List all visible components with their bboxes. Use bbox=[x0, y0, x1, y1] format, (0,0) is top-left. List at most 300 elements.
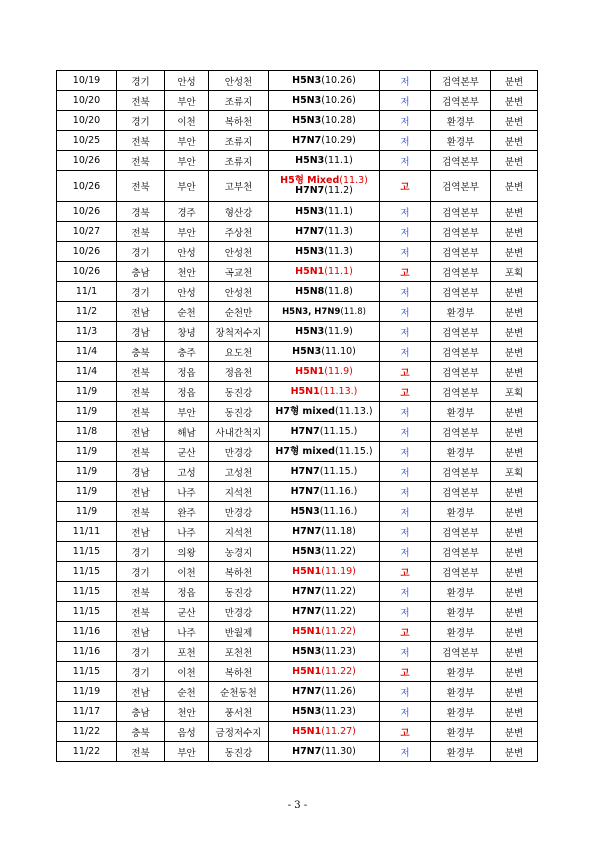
subtype-cell bbox=[269, 602, 380, 622]
subtype-label: H5N3 bbox=[292, 705, 322, 717]
agency-cell: 환경부 bbox=[431, 602, 491, 622]
site-cell: 고성천 bbox=[209, 462, 269, 482]
table-row bbox=[57, 262, 538, 282]
subtype-date: (11.22) bbox=[321, 605, 356, 617]
agency-cell: 검역본부 bbox=[431, 171, 491, 202]
site-cell: 만경강 bbox=[209, 502, 269, 522]
sample-type-cell: 분변 bbox=[491, 742, 538, 762]
province-cell: 전북 bbox=[117, 91, 165, 111]
province-cell: 전북 bbox=[117, 742, 165, 762]
pathogenicity-cell: 저 bbox=[380, 642, 431, 662]
sample-type-cell: 분변 bbox=[491, 542, 538, 562]
city-cell: 창녕 bbox=[165, 322, 209, 342]
table-row bbox=[57, 222, 538, 242]
subtype-label: H5N3 bbox=[295, 245, 325, 257]
province-cell: 전북 bbox=[117, 171, 165, 202]
pathogenicity-cell: 저 bbox=[380, 131, 431, 151]
subtype-line bbox=[269, 727, 379, 737]
table-row bbox=[57, 662, 538, 682]
agency-cell: 검역본부 bbox=[431, 222, 491, 242]
subtype-date: (11.18) bbox=[321, 525, 356, 537]
site-cell: 정읍천 bbox=[209, 362, 269, 382]
table-row bbox=[57, 482, 538, 502]
agency-cell: 환경부 bbox=[431, 302, 491, 322]
table-row bbox=[57, 722, 538, 742]
pathogenicity-cell: 고 bbox=[380, 171, 431, 202]
pathogenicity-cell: 고 bbox=[380, 722, 431, 742]
subtype-date: (10.29) bbox=[321, 134, 356, 146]
city-cell: 부안 bbox=[165, 742, 209, 762]
city-cell: 나주 bbox=[165, 622, 209, 642]
agency-cell: 환경부 bbox=[431, 722, 491, 742]
table-row bbox=[57, 302, 538, 322]
city-cell: 부안 bbox=[165, 222, 209, 242]
subtype-line bbox=[269, 687, 379, 697]
subtype-date: (11.22) bbox=[321, 665, 356, 677]
subtype-line bbox=[269, 267, 379, 277]
subtype-cell bbox=[269, 682, 380, 702]
city-cell: 이천 bbox=[165, 111, 209, 131]
subtype-line bbox=[269, 407, 379, 417]
subtype-line bbox=[269, 527, 379, 537]
province-cell: 충남 bbox=[117, 262, 165, 282]
subtype-date: (11.15.) bbox=[319, 465, 358, 477]
subtype-line bbox=[269, 447, 379, 457]
city-cell: 안성 bbox=[165, 282, 209, 302]
subtype-line bbox=[269, 507, 379, 517]
table-row bbox=[57, 422, 538, 442]
province-cell: 경기 bbox=[117, 71, 165, 91]
subtype-date: (11.30) bbox=[321, 745, 356, 757]
site-cell: 풍서천 bbox=[209, 702, 269, 722]
pathogenicity-cell: 저 bbox=[380, 502, 431, 522]
province-cell: 경남 bbox=[117, 322, 165, 342]
province-cell: 경기 bbox=[117, 642, 165, 662]
subtype-line bbox=[269, 667, 379, 677]
pathogenicity-cell: 저 bbox=[380, 602, 431, 622]
table-row bbox=[57, 382, 538, 402]
date-cell: 11/2 bbox=[57, 302, 117, 322]
subtype-cell bbox=[269, 422, 380, 442]
site-cell: 조류지 bbox=[209, 151, 269, 171]
subtype-cell bbox=[269, 642, 380, 662]
date-cell: 11/15 bbox=[57, 602, 117, 622]
date-cell: 10/20 bbox=[57, 91, 117, 111]
pathogenicity-cell: 저 bbox=[380, 111, 431, 131]
site-cell: 지석천 bbox=[209, 522, 269, 542]
agency-cell: 환경부 bbox=[431, 131, 491, 151]
site-cell: 금정저수지 bbox=[209, 722, 269, 742]
pathogenicity-cell: 저 bbox=[380, 242, 431, 262]
agency-cell: 환경부 bbox=[431, 682, 491, 702]
subtype-line bbox=[269, 116, 379, 126]
subtype-label: H5N3 bbox=[290, 505, 320, 517]
subtype-date: (11.19) bbox=[321, 565, 356, 577]
subtype-label: H7N7 bbox=[292, 585, 322, 597]
agency-cell: 환경부 bbox=[431, 662, 491, 682]
sample-type-cell: 분변 bbox=[491, 662, 538, 682]
city-cell: 정읍 bbox=[165, 582, 209, 602]
sample-type-cell: 분변 bbox=[491, 702, 538, 722]
sample-type-cell: 분변 bbox=[491, 322, 538, 342]
sample-type-cell: 포획 bbox=[491, 382, 538, 402]
subtype-label: H5N3 bbox=[292, 114, 322, 126]
date-cell: 11/9 bbox=[57, 502, 117, 522]
subtype-label: H5N3 bbox=[292, 345, 322, 357]
table-row bbox=[57, 682, 538, 702]
subtype-label: H5N1 bbox=[295, 365, 325, 377]
province-cell: 전북 bbox=[117, 502, 165, 522]
agency-cell: 검역본부 bbox=[431, 562, 491, 582]
subtype-cell bbox=[269, 131, 380, 151]
sample-type-cell: 분변 bbox=[491, 302, 538, 322]
subtype-label: H5N3 bbox=[292, 94, 322, 106]
subtype-label: H7N7 bbox=[295, 225, 325, 237]
agency-cell: 검역본부 bbox=[431, 242, 491, 262]
sample-type-cell: 분변 bbox=[491, 562, 538, 582]
table-row bbox=[57, 582, 538, 602]
pathogenicity-cell: 저 bbox=[380, 402, 431, 422]
subtype-date: (11.3) bbox=[324, 245, 353, 257]
pathogenicity-cell: 고 bbox=[380, 362, 431, 382]
subtype-date: (11.13.) bbox=[334, 405, 373, 417]
sample-type-cell: 분변 bbox=[491, 442, 538, 462]
subtype-label: H5N3 bbox=[295, 154, 325, 166]
subtype-label: H7N7 bbox=[290, 465, 320, 477]
site-cell: 순천만 bbox=[209, 302, 269, 322]
sample-type-cell: 분변 bbox=[491, 171, 538, 202]
province-cell: 전북 bbox=[117, 362, 165, 382]
table-row bbox=[57, 282, 538, 302]
site-cell: 지석천 bbox=[209, 482, 269, 502]
agency-cell: 환경부 bbox=[431, 582, 491, 602]
subtype-date: (11.22) bbox=[321, 585, 356, 597]
province-cell: 전남 bbox=[117, 522, 165, 542]
subtype-date: (10.26) bbox=[321, 94, 356, 106]
province-cell: 전남 bbox=[117, 682, 165, 702]
pathogenicity-cell: 저 bbox=[380, 462, 431, 482]
province-cell: 전북 bbox=[117, 131, 165, 151]
site-cell: 고부천 bbox=[209, 171, 269, 202]
table-row bbox=[57, 111, 538, 131]
date-cell: 10/26 bbox=[57, 202, 117, 222]
pathogenicity-cell: 고 bbox=[380, 562, 431, 582]
table-row bbox=[57, 151, 538, 171]
subtype-label: H7N7 bbox=[295, 185, 325, 196]
subtype-cell bbox=[269, 662, 380, 682]
date-cell: 10/25 bbox=[57, 131, 117, 151]
agency-cell: 검역본부 bbox=[431, 362, 491, 382]
date-cell: 11/9 bbox=[57, 482, 117, 502]
city-cell: 나주 bbox=[165, 522, 209, 542]
subtype-date: (11.2) bbox=[324, 185, 353, 196]
subtype-cell bbox=[269, 462, 380, 482]
subtype-line bbox=[269, 487, 379, 497]
subtype-line bbox=[269, 287, 379, 297]
date-cell: 11/17 bbox=[57, 702, 117, 722]
sample-type-cell: 분변 bbox=[491, 151, 538, 171]
city-cell: 정읍 bbox=[165, 382, 209, 402]
agency-cell: 검역본부 bbox=[431, 462, 491, 482]
subtype-label: H5N8 bbox=[295, 285, 325, 297]
date-cell: 11/16 bbox=[57, 622, 117, 642]
subtype-date: (11.22) bbox=[321, 545, 356, 557]
pathogenicity-cell: 고 bbox=[380, 262, 431, 282]
subtype-label: H5N3 bbox=[295, 325, 325, 337]
province-cell: 충북 bbox=[117, 342, 165, 362]
sample-type-cell: 분변 bbox=[491, 482, 538, 502]
table-row bbox=[57, 702, 538, 722]
pathogenicity-cell: 저 bbox=[380, 302, 431, 322]
table-row bbox=[57, 71, 538, 91]
province-cell: 전남 bbox=[117, 422, 165, 442]
pathogenicity-cell: 저 bbox=[380, 542, 431, 562]
province-cell: 충북 bbox=[117, 722, 165, 742]
site-cell: 안성천 bbox=[209, 282, 269, 302]
subtype-cell bbox=[269, 522, 380, 542]
subtype-label: H5N3 bbox=[292, 545, 322, 557]
province-cell: 전북 bbox=[117, 151, 165, 171]
city-cell: 이천 bbox=[165, 662, 209, 682]
subtype-date: (11.23) bbox=[321, 705, 356, 717]
agency-cell: 검역본부 bbox=[431, 522, 491, 542]
subtype-date: (11.9) bbox=[324, 325, 353, 337]
subtype-label: H5N1 bbox=[290, 385, 320, 397]
date-cell: 11/9 bbox=[57, 402, 117, 422]
date-cell: 11/16 bbox=[57, 642, 117, 662]
site-cell: 동진강 bbox=[209, 382, 269, 402]
subtype-line bbox=[269, 186, 379, 196]
date-cell: 11/9 bbox=[57, 382, 117, 402]
city-cell: 완주 bbox=[165, 502, 209, 522]
subtype-label: H7N7 bbox=[292, 525, 322, 537]
agency-cell: 검역본부 bbox=[431, 482, 491, 502]
subtype-cell bbox=[269, 482, 380, 502]
city-cell: 순천 bbox=[165, 682, 209, 702]
subtype-cell bbox=[269, 362, 380, 382]
subtype-cell bbox=[269, 242, 380, 262]
date-cell: 10/26 bbox=[57, 171, 117, 202]
date-cell: 11/4 bbox=[57, 342, 117, 362]
site-cell: 복하천 bbox=[209, 562, 269, 582]
subtype-date: (11.1) bbox=[324, 205, 353, 217]
agency-cell: 검역본부 bbox=[431, 262, 491, 282]
table-row bbox=[57, 202, 538, 222]
province-cell: 전북 bbox=[117, 582, 165, 602]
subtype-cell bbox=[269, 91, 380, 111]
subtype-cell bbox=[269, 151, 380, 171]
subtype-line bbox=[269, 327, 379, 337]
province-cell: 충남 bbox=[117, 702, 165, 722]
agency-cell: 환경부 bbox=[431, 442, 491, 462]
site-cell: 순천동천 bbox=[209, 682, 269, 702]
city-cell: 정읍 bbox=[165, 362, 209, 382]
site-cell: 안성천 bbox=[209, 71, 269, 91]
date-cell: 11/9 bbox=[57, 462, 117, 482]
sample-type-cell: 분변 bbox=[491, 71, 538, 91]
province-cell: 전북 bbox=[117, 222, 165, 242]
table-row bbox=[57, 462, 538, 482]
subtype-cell bbox=[269, 622, 380, 642]
subtype-line bbox=[269, 227, 379, 237]
sample-type-cell: 분변 bbox=[491, 202, 538, 222]
sample-type-cell: 분변 bbox=[491, 342, 538, 362]
subtype-cell bbox=[269, 202, 380, 222]
pathogenicity-cell: 고 bbox=[380, 662, 431, 682]
date-cell: 11/4 bbox=[57, 362, 117, 382]
subtype-line bbox=[269, 547, 379, 557]
province-cell: 전남 bbox=[117, 302, 165, 322]
subtype-label: H7형 mixed bbox=[275, 405, 335, 417]
date-cell: 11/1 bbox=[57, 282, 117, 302]
subtype-date: (11.15.) bbox=[334, 445, 373, 457]
subtype-cell bbox=[269, 302, 380, 322]
subtype-date: (11.1) bbox=[324, 154, 353, 166]
agency-cell: 검역본부 bbox=[431, 282, 491, 302]
pathogenicity-cell: 저 bbox=[380, 222, 431, 242]
agency-cell: 검역본부 bbox=[431, 151, 491, 171]
site-cell: 동진강 bbox=[209, 582, 269, 602]
table-row bbox=[57, 171, 538, 202]
table-row bbox=[57, 622, 538, 642]
table-row bbox=[57, 642, 538, 662]
subtype-date: (11.27) bbox=[321, 725, 356, 737]
city-cell: 부안 bbox=[165, 171, 209, 202]
subtype-date: (11.15.) bbox=[319, 425, 358, 437]
subtype-label: H5N1 bbox=[292, 565, 322, 577]
subtype-label: H5N3 bbox=[292, 645, 322, 657]
table-row bbox=[57, 502, 538, 522]
subtype-line bbox=[269, 207, 379, 217]
subtype-label: H5N1 bbox=[292, 625, 322, 637]
site-cell: 동진강 bbox=[209, 742, 269, 762]
table-row bbox=[57, 562, 538, 582]
site-cell: 복하천 bbox=[209, 111, 269, 131]
subtype-date: (11.9) bbox=[324, 365, 353, 377]
agency-cell: 검역본부 bbox=[431, 342, 491, 362]
sample-type-cell: 분변 bbox=[491, 242, 538, 262]
sample-type-cell: 분변 bbox=[491, 222, 538, 242]
pathogenicity-cell: 고 bbox=[380, 382, 431, 402]
table-row bbox=[57, 602, 538, 622]
agency-cell: 환경부 bbox=[431, 402, 491, 422]
pathogenicity-cell: 저 bbox=[380, 422, 431, 442]
table-row bbox=[57, 542, 538, 562]
city-cell: 충주 bbox=[165, 342, 209, 362]
site-cell: 반월제 bbox=[209, 622, 269, 642]
sample-type-cell: 분변 bbox=[491, 502, 538, 522]
subtype-date: (11.16.) bbox=[319, 505, 358, 517]
sample-type-cell: 포획 bbox=[491, 462, 538, 482]
date-cell: 11/15 bbox=[57, 582, 117, 602]
city-cell: 포천 bbox=[165, 642, 209, 662]
date-cell: 10/19 bbox=[57, 71, 117, 91]
agency-cell: 검역본부 bbox=[431, 71, 491, 91]
date-cell: 11/15 bbox=[57, 562, 117, 582]
site-cell: 복하천 bbox=[209, 662, 269, 682]
date-cell: 11/9 bbox=[57, 442, 117, 462]
table-row bbox=[57, 442, 538, 462]
city-cell: 해남 bbox=[165, 422, 209, 442]
province-cell: 경기 bbox=[117, 562, 165, 582]
date-cell: 11/11 bbox=[57, 522, 117, 542]
subtype-line bbox=[269, 567, 379, 577]
pathogenicity-cell: 저 bbox=[380, 522, 431, 542]
subtype-cell bbox=[269, 262, 380, 282]
subtype-cell bbox=[269, 322, 380, 342]
province-cell: 경기 bbox=[117, 282, 165, 302]
date-cell: 10/27 bbox=[57, 222, 117, 242]
subtype-date: (11.8) bbox=[340, 306, 366, 317]
subtype-cell bbox=[269, 582, 380, 602]
subtype-line bbox=[269, 627, 379, 637]
subtype-cell bbox=[269, 742, 380, 762]
subtype-label: H5N1 bbox=[292, 665, 322, 677]
site-cell: 사내간척지 bbox=[209, 422, 269, 442]
sample-type-cell: 분변 bbox=[491, 131, 538, 151]
subtype-date: (11.3) bbox=[339, 175, 368, 186]
city-cell: 천안 bbox=[165, 702, 209, 722]
city-cell: 나주 bbox=[165, 482, 209, 502]
subtype-line bbox=[269, 247, 379, 257]
table-row bbox=[57, 522, 538, 542]
agency-cell: 검역본부 bbox=[431, 542, 491, 562]
sample-type-cell: 분변 bbox=[491, 362, 538, 382]
pathogenicity-cell: 고 bbox=[380, 622, 431, 642]
subtype-line bbox=[269, 96, 379, 106]
date-cell: 11/22 bbox=[57, 722, 117, 742]
subtype-date: (11.16.) bbox=[319, 485, 358, 497]
subtype-label: H5N3 bbox=[292, 74, 322, 86]
sample-type-cell: 분변 bbox=[491, 682, 538, 702]
province-cell: 전북 bbox=[117, 382, 165, 402]
subtype-cell bbox=[269, 282, 380, 302]
subtype-cell bbox=[269, 542, 380, 562]
pathogenicity-cell: 저 bbox=[380, 202, 431, 222]
agency-cell: 검역본부 bbox=[431, 91, 491, 111]
subtype-date: (11.22) bbox=[321, 625, 356, 637]
site-cell: 곡교천 bbox=[209, 262, 269, 282]
subtype-date: (11.8) bbox=[324, 285, 353, 297]
pathogenicity-cell: 저 bbox=[380, 322, 431, 342]
agency-cell: 검역본부 bbox=[431, 202, 491, 222]
agency-cell: 환경부 bbox=[431, 111, 491, 131]
province-cell: 경기 bbox=[117, 242, 165, 262]
subtype-cell bbox=[269, 702, 380, 722]
site-cell: 포천천 bbox=[209, 642, 269, 662]
province-cell: 경기 bbox=[117, 542, 165, 562]
date-cell: 11/15 bbox=[57, 542, 117, 562]
agency-cell: 검역본부 bbox=[431, 382, 491, 402]
city-cell: 천안 bbox=[165, 262, 209, 282]
subtype-line bbox=[269, 427, 379, 437]
subtype-label: H7형 mixed bbox=[275, 445, 335, 457]
subtype-cell bbox=[269, 71, 380, 91]
pathogenicity-cell: 저 bbox=[380, 282, 431, 302]
pathogenicity-cell: 저 bbox=[380, 151, 431, 171]
subtype-date: (11.13.) bbox=[319, 385, 358, 397]
table-row bbox=[57, 742, 538, 762]
sample-type-cell: 분변 bbox=[491, 402, 538, 422]
subtype-line bbox=[269, 307, 379, 317]
sample-type-cell: 분변 bbox=[491, 91, 538, 111]
sample-type-cell: 분변 bbox=[491, 282, 538, 302]
pathogenicity-cell: 저 bbox=[380, 702, 431, 722]
subtype-line bbox=[269, 76, 379, 86]
city-cell: 이천 bbox=[165, 562, 209, 582]
site-cell: 농경지 bbox=[209, 542, 269, 562]
subtype-line bbox=[269, 347, 379, 357]
